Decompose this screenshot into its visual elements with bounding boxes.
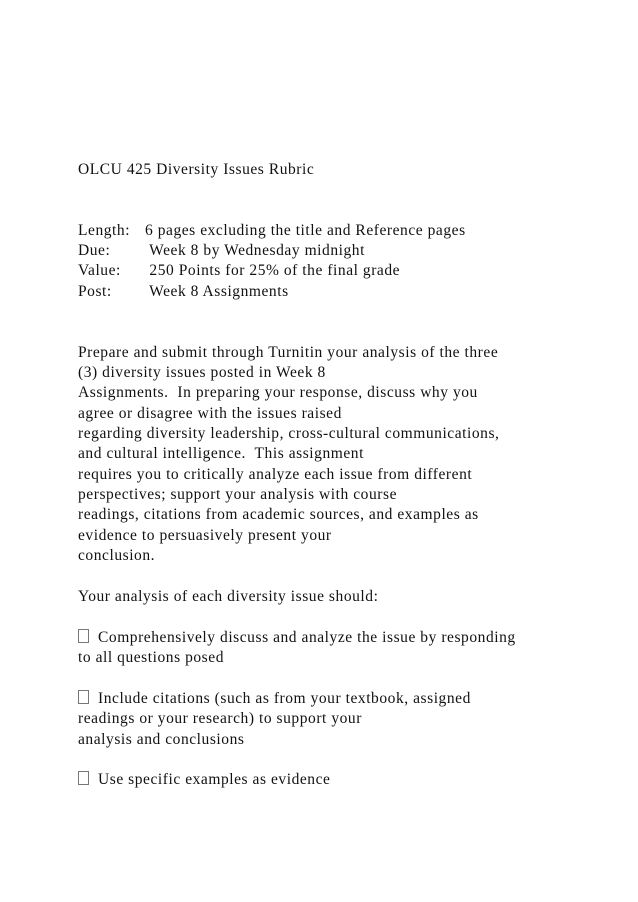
paragraph-line: Prepare and submit through Turnitin your analysis of the three [78,344,499,361]
list-item-text: Include citations (such as from your textbook, assigned [98,690,471,707]
meta-label: Post: [78,283,112,300]
meta-value: 250 Points for 25% of the final grade [145,262,401,279]
paragraph-line: evidence to persuasively present your [78,527,332,544]
list-item-continuation: to all questions posed [78,649,224,666]
list-item-text: Comprehensively discuss and analyze the issue by responding [98,629,516,646]
paragraph-line: and cultural intelligence. This assignment [78,445,364,462]
bullet-icon [78,690,89,704]
paragraph-line: conclusion. [78,547,156,564]
meta-label: Length: [78,222,131,239]
meta-label: Value: [78,262,121,279]
paragraph-line: perspectives; support your analysis with course [78,486,397,503]
list-item [78,770,330,790]
analysis-heading: Your analysis of each diversity issue should: [78,588,379,605]
paragraph-line: agree or disagree with the issues raised [78,405,342,422]
list-item-continuation: analysis and conclusions [78,731,245,748]
document-title: OLCU 425 Diversity Issues Rubric [78,161,315,178]
paragraph-line: requires you to critically analyze each issue from different [78,466,473,483]
meta-row-due [78,241,365,261]
list-item-text: Use specific examples as evidence [98,771,331,788]
paragraph-line: regarding diversity leadership, cross-cultural communications, [78,425,500,442]
meta-label: Due: [78,242,111,259]
paragraph-line: readings, citations from academic sources, and examples as [78,506,479,523]
meta-row-length [78,221,466,241]
bullet-icon [78,629,89,643]
meta-row-post [78,282,289,302]
paragraph-line: Assignments. In preparing your response, discuss why you [78,384,478,401]
paragraph-line: (3) diversity issues posted in Week 8 [78,364,326,381]
meta-value: Week 8 Assignments [145,283,289,300]
bullet-icon [78,771,89,785]
list-item-continuation: readings or your research) to support your [78,710,362,727]
meta-value: 6 pages excluding the title and Reference pages [145,222,466,239]
meta-value: Week 8 by Wednesday midnight [145,242,365,259]
list-item [78,689,471,709]
meta-row-value [78,261,400,281]
list-item [78,628,516,648]
